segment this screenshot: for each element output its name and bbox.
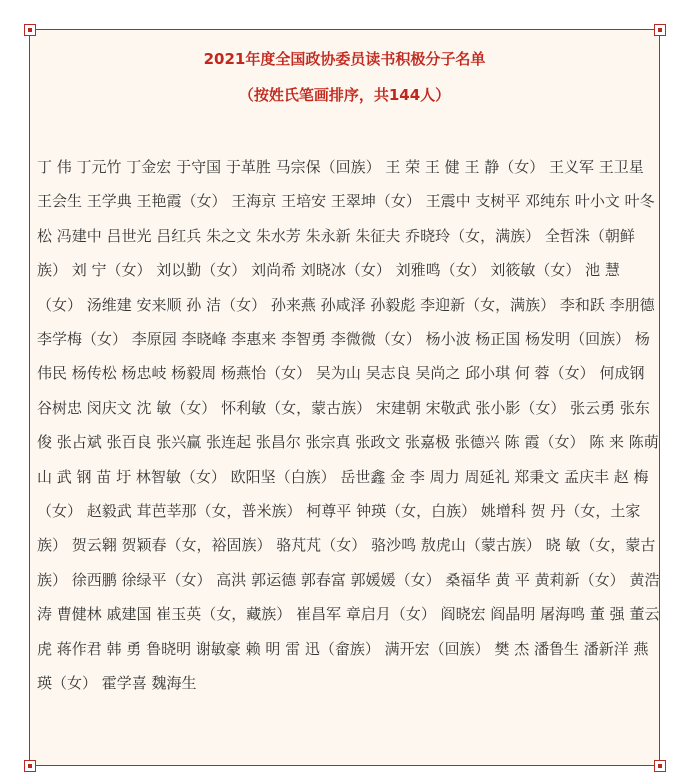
document-subtitle: （按姓氏笔画排序，共144人） [238, 86, 451, 104]
document-title: 2021年度全国政协委员读书积极分子名单 [203, 50, 486, 68]
corner-ornament [654, 24, 666, 36]
name-list: 丁 伟 丁元竹 丁金宏 于守国 于革胜 马宗保（回族） 王 荣 王 健 王 静（女） 王义军 王卫星 王会生 王学典 王艳霞（女） 王海京 王培安 王翠坤（女） 王震中 支树平 邓纯东 叶小文 叶冬松 冯建中 吕世光 吕红兵 朱之文 朱水芳 朱永新 朱征夫 乔晓玲（女，满族） 全哲洙（朝鲜族） 刘 宁（女） 刘以勤（女） 刘尚希 刘晓冰（女） 刘雅鸣（女） 刘筱敏（女） 池 慧（女） 汤维建 安来顺 孙 洁（女） 孙来燕 孙咸泽 孙毅彪 李迎新（女，满族） 李和跃 李朋德 李学梅（女） 李原园 李晓峰 李惠来 李智勇 李微微（女） 杨小波 杨正国 杨发明（回族） 杨伟民 杨传松 杨忠岐 杨毅周 杨燕怡（女） 吴为山 吴志良 吴尚之 邱小琪 何 蓉（女） 何成钢 谷树忠 闵庆文 沈 敏（女） 怀利敏（女，蒙古族） 宋建朝 宋敬武 张小影（女） 张云勇 张东俊 张占斌 张百良 张兴赢 张连起 张昌尔 张宗真 张政文 张嘉极 张德兴 陈 霞（女） 陈 来 陈萌山 武 钢 苗 圩 林智敏（女） 欧阳坚（白族） 岳世鑫 金 李 周力 周延礼 郑秉文 孟庆丰 赵 梅（女） 赵毅武 茸芭莘那（女，普米族） 柯尊平 钟瑛（女，白族） 姚增科 贺 丹（女，土家族） 贺云翱 贺颖春（女，裕固族） 骆芃芃（女） 骆沙鸣 敖虎山（蒙古族） 晓 敏（女，蒙古族） 徐西鹏 徐绿平（女） 高洪 郭运德 郭春富 郭媛媛（女） 桑福华 黄 平 黄莉新（女） 黄浩涛 曹健林 戚建国 崔玉英（女，藏族） 崔昌军 章启月（女） 阎晓宏 阎晶明 屠海鸣 董 强 董云虎 蒋作君 韩 勇 鲁晓明 谢敏豪 赖 明 雷 迅（畲族） 满开宏（回族） 樊 杰 潘鲁生 潘新洋 燕 瑛（女） 霍学喜 魏海生 [37, 158, 660, 693]
corner-ornament [24, 24, 36, 36]
corner-ornament [24, 760, 36, 772]
corner-ornament [654, 760, 666, 772]
